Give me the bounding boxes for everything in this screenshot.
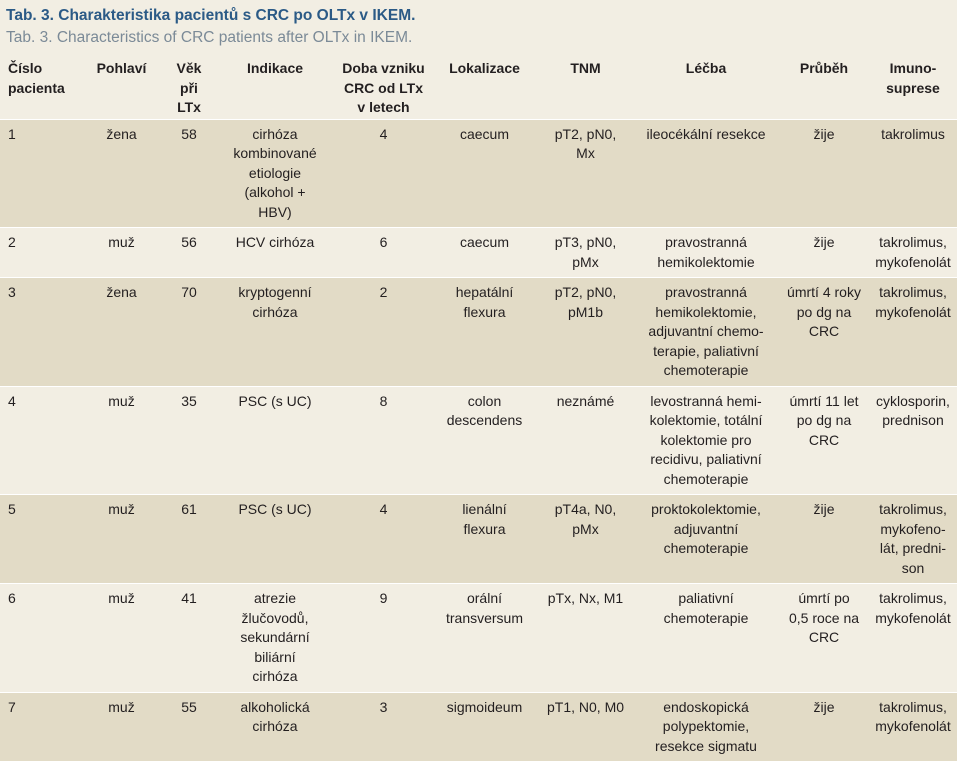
header-line: LTx: [177, 99, 201, 115]
cell-line: žena: [106, 125, 137, 142]
cell-line: úmrtí 4 roky: [787, 284, 861, 300]
cell-localization: [431, 228, 538, 278]
cell-line: 3: [379, 698, 388, 715]
cell-tnm: [538, 584, 633, 693]
cell-line: takrolimus,: [879, 284, 947, 300]
cell-course: [779, 119, 869, 228]
cell-line: descendens: [446, 412, 523, 428]
cell-line: takrolimus: [881, 125, 945, 142]
cell-indication: [214, 119, 336, 228]
cell-sex: [79, 495, 164, 584]
cell-localization: [431, 692, 538, 761]
cell-treatment: [633, 386, 779, 495]
cell-treatment: [633, 278, 779, 387]
cell-immunosuppression: [869, 584, 957, 693]
cell-line: 70: [181, 284, 197, 300]
cell-line: 4: [8, 392, 16, 409]
cell-indication: [214, 692, 336, 761]
cell-treatment: [633, 584, 779, 693]
header-line: Indikace: [246, 60, 304, 76]
cell-line: žije: [813, 501, 835, 517]
cell-indication: [214, 386, 336, 495]
cell-line: pT4a, N0,: [554, 501, 617, 517]
cell-localization: [431, 584, 538, 693]
cell-tnm: [538, 278, 633, 387]
cell-line: orální: [466, 590, 503, 606]
cell-line: pravostranná: [665, 284, 747, 300]
cell-line: lát, predni-: [879, 540, 947, 556]
cell-time-to-crc: [336, 386, 431, 495]
cell-line: takrolimus,: [879, 698, 947, 715]
cell-line: mykofenolát: [875, 303, 951, 320]
cell-line: ileocékální resekce: [646, 125, 766, 142]
cell-line: pT3, pN0,: [554, 234, 617, 250]
column-header-time-to-crc: [336, 51, 431, 119]
cell-line: mykofeno-: [880, 520, 946, 537]
table-row: [0, 386, 957, 495]
cell-course: [779, 278, 869, 387]
cell-age-at-ltx: [164, 584, 214, 693]
cell-line: 2: [8, 234, 16, 250]
header-line: Doba vzniku: [342, 60, 425, 76]
cell-immunosuppression: [869, 692, 957, 761]
cell-sex: [79, 692, 164, 761]
cell-tnm: [538, 386, 633, 495]
cell-line: pTx, Nx, M1: [547, 590, 624, 606]
cell-line: 9: [379, 590, 388, 606]
cell-line: kombinované: [233, 145, 317, 161]
cell-line: muž: [108, 590, 135, 606]
cell-line: caecum: [459, 125, 510, 142]
cell-line: úmrtí 11 let: [789, 392, 859, 409]
cell-line: 35: [181, 392, 197, 409]
cell-line: kryptogenní: [238, 284, 312, 300]
cell-line: alkoholická: [240, 698, 310, 715]
cell-time-to-crc: [336, 228, 431, 278]
cell-line: (alkohol +: [244, 184, 306, 200]
cell-indication: [214, 584, 336, 693]
cell-line: žije: [813, 698, 835, 715]
table-body: [0, 119, 957, 761]
cell-sex: [79, 278, 164, 387]
cell-age-at-ltx: [164, 278, 214, 387]
cell-line: 6: [379, 234, 388, 250]
cell-line: etiologie: [248, 164, 302, 181]
cell-line: CRC: [808, 323, 840, 339]
cell-line: muž: [108, 392, 135, 409]
cell-line: PSC (s UC): [238, 501, 312, 517]
cell-sex: [79, 584, 164, 693]
cell-line: 41: [181, 590, 197, 606]
cell-line: proktokolektomie,: [651, 501, 761, 517]
column-header-localization: [431, 51, 538, 119]
cell-line: cirhóza: [252, 125, 298, 142]
cell-line: adjuvantní: [673, 520, 739, 537]
cell-patient-number: [0, 278, 79, 387]
cell-line: CRC: [808, 431, 840, 448]
header-line: Léčba: [685, 60, 727, 76]
column-header-patient-number: [0, 51, 79, 119]
cell-course: [779, 228, 869, 278]
header-line: Věk: [176, 60, 202, 76]
column-header-age-at-ltx: [164, 51, 214, 119]
table-row: [0, 584, 957, 693]
cell-line: flexura: [463, 520, 506, 537]
cell-line: pM1b: [567, 303, 604, 320]
cell-line: žije: [813, 125, 835, 142]
cell-line: hepatální: [455, 284, 514, 300]
cell-line: levostranná hemi-: [650, 392, 762, 409]
table-title-english: Tab. 3. Characteristics of CRC patients after OLTx in IKEM.: [6, 29, 413, 46]
column-header-immunosuppression: [869, 51, 957, 119]
cell-immunosuppression: [869, 386, 957, 495]
cell-line: 5: [8, 501, 16, 517]
cell-age-at-ltx: [164, 228, 214, 278]
cell-localization: [431, 386, 538, 495]
cell-patient-number: [0, 228, 79, 278]
cell-line: mykofenolát: [875, 609, 951, 626]
cell-line: son: [901, 559, 925, 576]
cell-line: atrezie: [253, 590, 297, 606]
cell-course: [779, 584, 869, 693]
cell-patient-number: [0, 119, 79, 228]
cell-course: [779, 386, 869, 495]
header-line: v letech: [357, 99, 410, 115]
cell-line: 3: [8, 284, 16, 300]
cell-line: Mx: [576, 145, 595, 161]
header-line: Číslo: [8, 60, 43, 76]
table-row: [0, 495, 957, 584]
cell-line: cirhóza: [252, 668, 298, 684]
cell-line: chemoterapie: [663, 362, 749, 378]
cell-line: pravostranná: [665, 234, 747, 250]
header-line: CRC od LTx: [343, 79, 424, 96]
cell-line: po dg na: [796, 412, 852, 428]
cell-line: CRC: [808, 629, 840, 645]
cell-line: recidivu, paliativní: [650, 451, 762, 467]
cell-line: po dg na: [796, 303, 852, 320]
cell-treatment: [633, 119, 779, 228]
cell-tnm: [538, 495, 633, 584]
cell-course: [779, 495, 869, 584]
column-header-tnm: [538, 51, 633, 119]
cell-line: takrolimus,: [879, 590, 947, 606]
cell-line: žena: [106, 284, 137, 300]
cell-immunosuppression: [869, 278, 957, 387]
cell-line: transversum: [445, 609, 524, 626]
cell-line: hemikolektomie: [657, 253, 755, 270]
cell-line: 7: [8, 698, 16, 715]
cell-line: pT2, pN0,: [554, 284, 617, 300]
cell-line: mykofenolát: [875, 253, 951, 270]
cell-time-to-crc: [336, 278, 431, 387]
cell-line: úmrtí po: [798, 590, 850, 606]
header-line: Pohlaví: [96, 60, 147, 76]
cell-line: cirhóza: [252, 303, 298, 320]
cell-line: 58: [181, 125, 197, 142]
cell-line: 6: [8, 590, 16, 606]
cell-line: žije: [813, 234, 835, 250]
header-line: Průběh: [799, 60, 849, 76]
cell-time-to-crc: [336, 692, 431, 761]
table-row: [0, 278, 957, 387]
cell-indication: [214, 228, 336, 278]
cell-line: HCV cirhóza: [235, 234, 315, 250]
header-line: Lokalizace: [449, 60, 520, 76]
cell-immunosuppression: [869, 495, 957, 584]
cell-localization: [431, 495, 538, 584]
cell-immunosuppression: [869, 119, 957, 228]
cell-line: pMx: [572, 253, 599, 270]
cell-line: endoskopická: [663, 698, 749, 715]
cell-line: terapie, paliativní: [653, 342, 759, 359]
cell-course: [779, 692, 869, 761]
cell-line: takrolimus,: [879, 234, 947, 250]
cell-line: biliární: [254, 648, 296, 665]
cell-line: pT2, pN0,: [554, 125, 617, 142]
cell-line: caecum: [459, 234, 510, 250]
column-header-indication: [214, 51, 336, 119]
cell-line: adjuvantní chemo-: [648, 323, 764, 339]
table-row: [0, 119, 957, 228]
table-header-row: [0, 51, 957, 119]
cell-line: muž: [108, 501, 135, 517]
cell-patient-number: [0, 495, 79, 584]
cell-line: 8: [379, 392, 388, 409]
table-title-czech: Tab. 3. Charakteristika pacientů s CRC po OLTx v IKEM.: [6, 7, 416, 24]
cell-line: 56: [181, 234, 197, 250]
cell-line: chemoterapie: [663, 470, 749, 487]
cell-line: cirhóza: [252, 718, 298, 734]
header-line: při: [180, 79, 198, 96]
cell-age-at-ltx: [164, 495, 214, 584]
cell-sex: [79, 386, 164, 495]
cell-line: sigmoideum: [446, 698, 523, 715]
cell-line: 0,5 roce na: [788, 609, 860, 626]
cell-line: 2: [379, 284, 388, 300]
cell-treatment: [633, 228, 779, 278]
cell-sex: [79, 119, 164, 228]
cell-line: HBV): [258, 203, 292, 220]
cell-line: colon: [467, 392, 502, 409]
cell-patient-number: [0, 692, 79, 761]
cell-time-to-crc: [336, 119, 431, 228]
patients-table: [0, 51, 957, 761]
cell-line: prednison: [882, 412, 944, 428]
cell-treatment: [633, 692, 779, 761]
cell-line: žlučovodů,: [241, 609, 309, 626]
cell-localization: [431, 278, 538, 387]
cell-line: neznámé: [556, 392, 615, 409]
cell-line: 4: [379, 501, 388, 517]
cell-line: PSC (s UC): [238, 392, 312, 409]
header-line: pacienta: [8, 79, 65, 96]
cell-line: flexura: [463, 303, 506, 320]
cell-patient-number: [0, 584, 79, 693]
cell-line: hemikolektomie,: [655, 303, 757, 320]
cell-line: kolektomie pro: [660, 431, 752, 448]
cell-treatment: [633, 495, 779, 584]
cell-line: pT1, N0, M0: [546, 698, 625, 715]
cell-line: 55: [181, 698, 197, 715]
cell-age-at-ltx: [164, 119, 214, 228]
cell-line: sekundární: [240, 629, 310, 645]
cell-line: kolektomie, totální: [649, 412, 763, 428]
cell-time-to-crc: [336, 495, 431, 584]
cell-tnm: [538, 228, 633, 278]
cell-sex: [79, 228, 164, 278]
cell-time-to-crc: [336, 584, 431, 693]
cell-tnm: [538, 119, 633, 228]
cell-line: 4: [379, 125, 388, 142]
cell-line: 61: [181, 501, 197, 517]
cell-line: polypektomie,: [662, 718, 750, 734]
cell-age-at-ltx: [164, 386, 214, 495]
column-header-sex: [79, 51, 164, 119]
cell-age-at-ltx: [164, 692, 214, 761]
column-header-course: [779, 51, 869, 119]
cell-line: lienální: [462, 501, 507, 517]
cell-immunosuppression: [869, 228, 957, 278]
header-line: Imuno-: [889, 60, 937, 76]
cell-line: mykofenolát: [875, 718, 951, 734]
table-row: [0, 228, 957, 278]
cell-line: muž: [108, 698, 135, 715]
cell-indication: [214, 278, 336, 387]
cell-patient-number: [0, 386, 79, 495]
cell-indication: [214, 495, 336, 584]
cell-line: 1: [8, 125, 16, 142]
header-line: TNM: [570, 60, 601, 76]
cell-line: paliativní: [678, 590, 734, 606]
header-line: suprese: [886, 79, 940, 96]
cell-line: muž: [108, 234, 135, 250]
column-header-treatment: [633, 51, 779, 119]
cell-line: chemoterapie: [663, 540, 749, 556]
cell-localization: [431, 119, 538, 228]
table-row: [0, 692, 957, 761]
cell-line: cyklosporin,: [876, 392, 950, 409]
cell-line: resekce sigmatu: [655, 737, 757, 754]
cell-tnm: [538, 692, 633, 761]
cell-line: pMx: [572, 520, 599, 537]
cell-line: chemoterapie: [663, 609, 749, 626]
cell-line: takrolimus,: [879, 501, 947, 517]
